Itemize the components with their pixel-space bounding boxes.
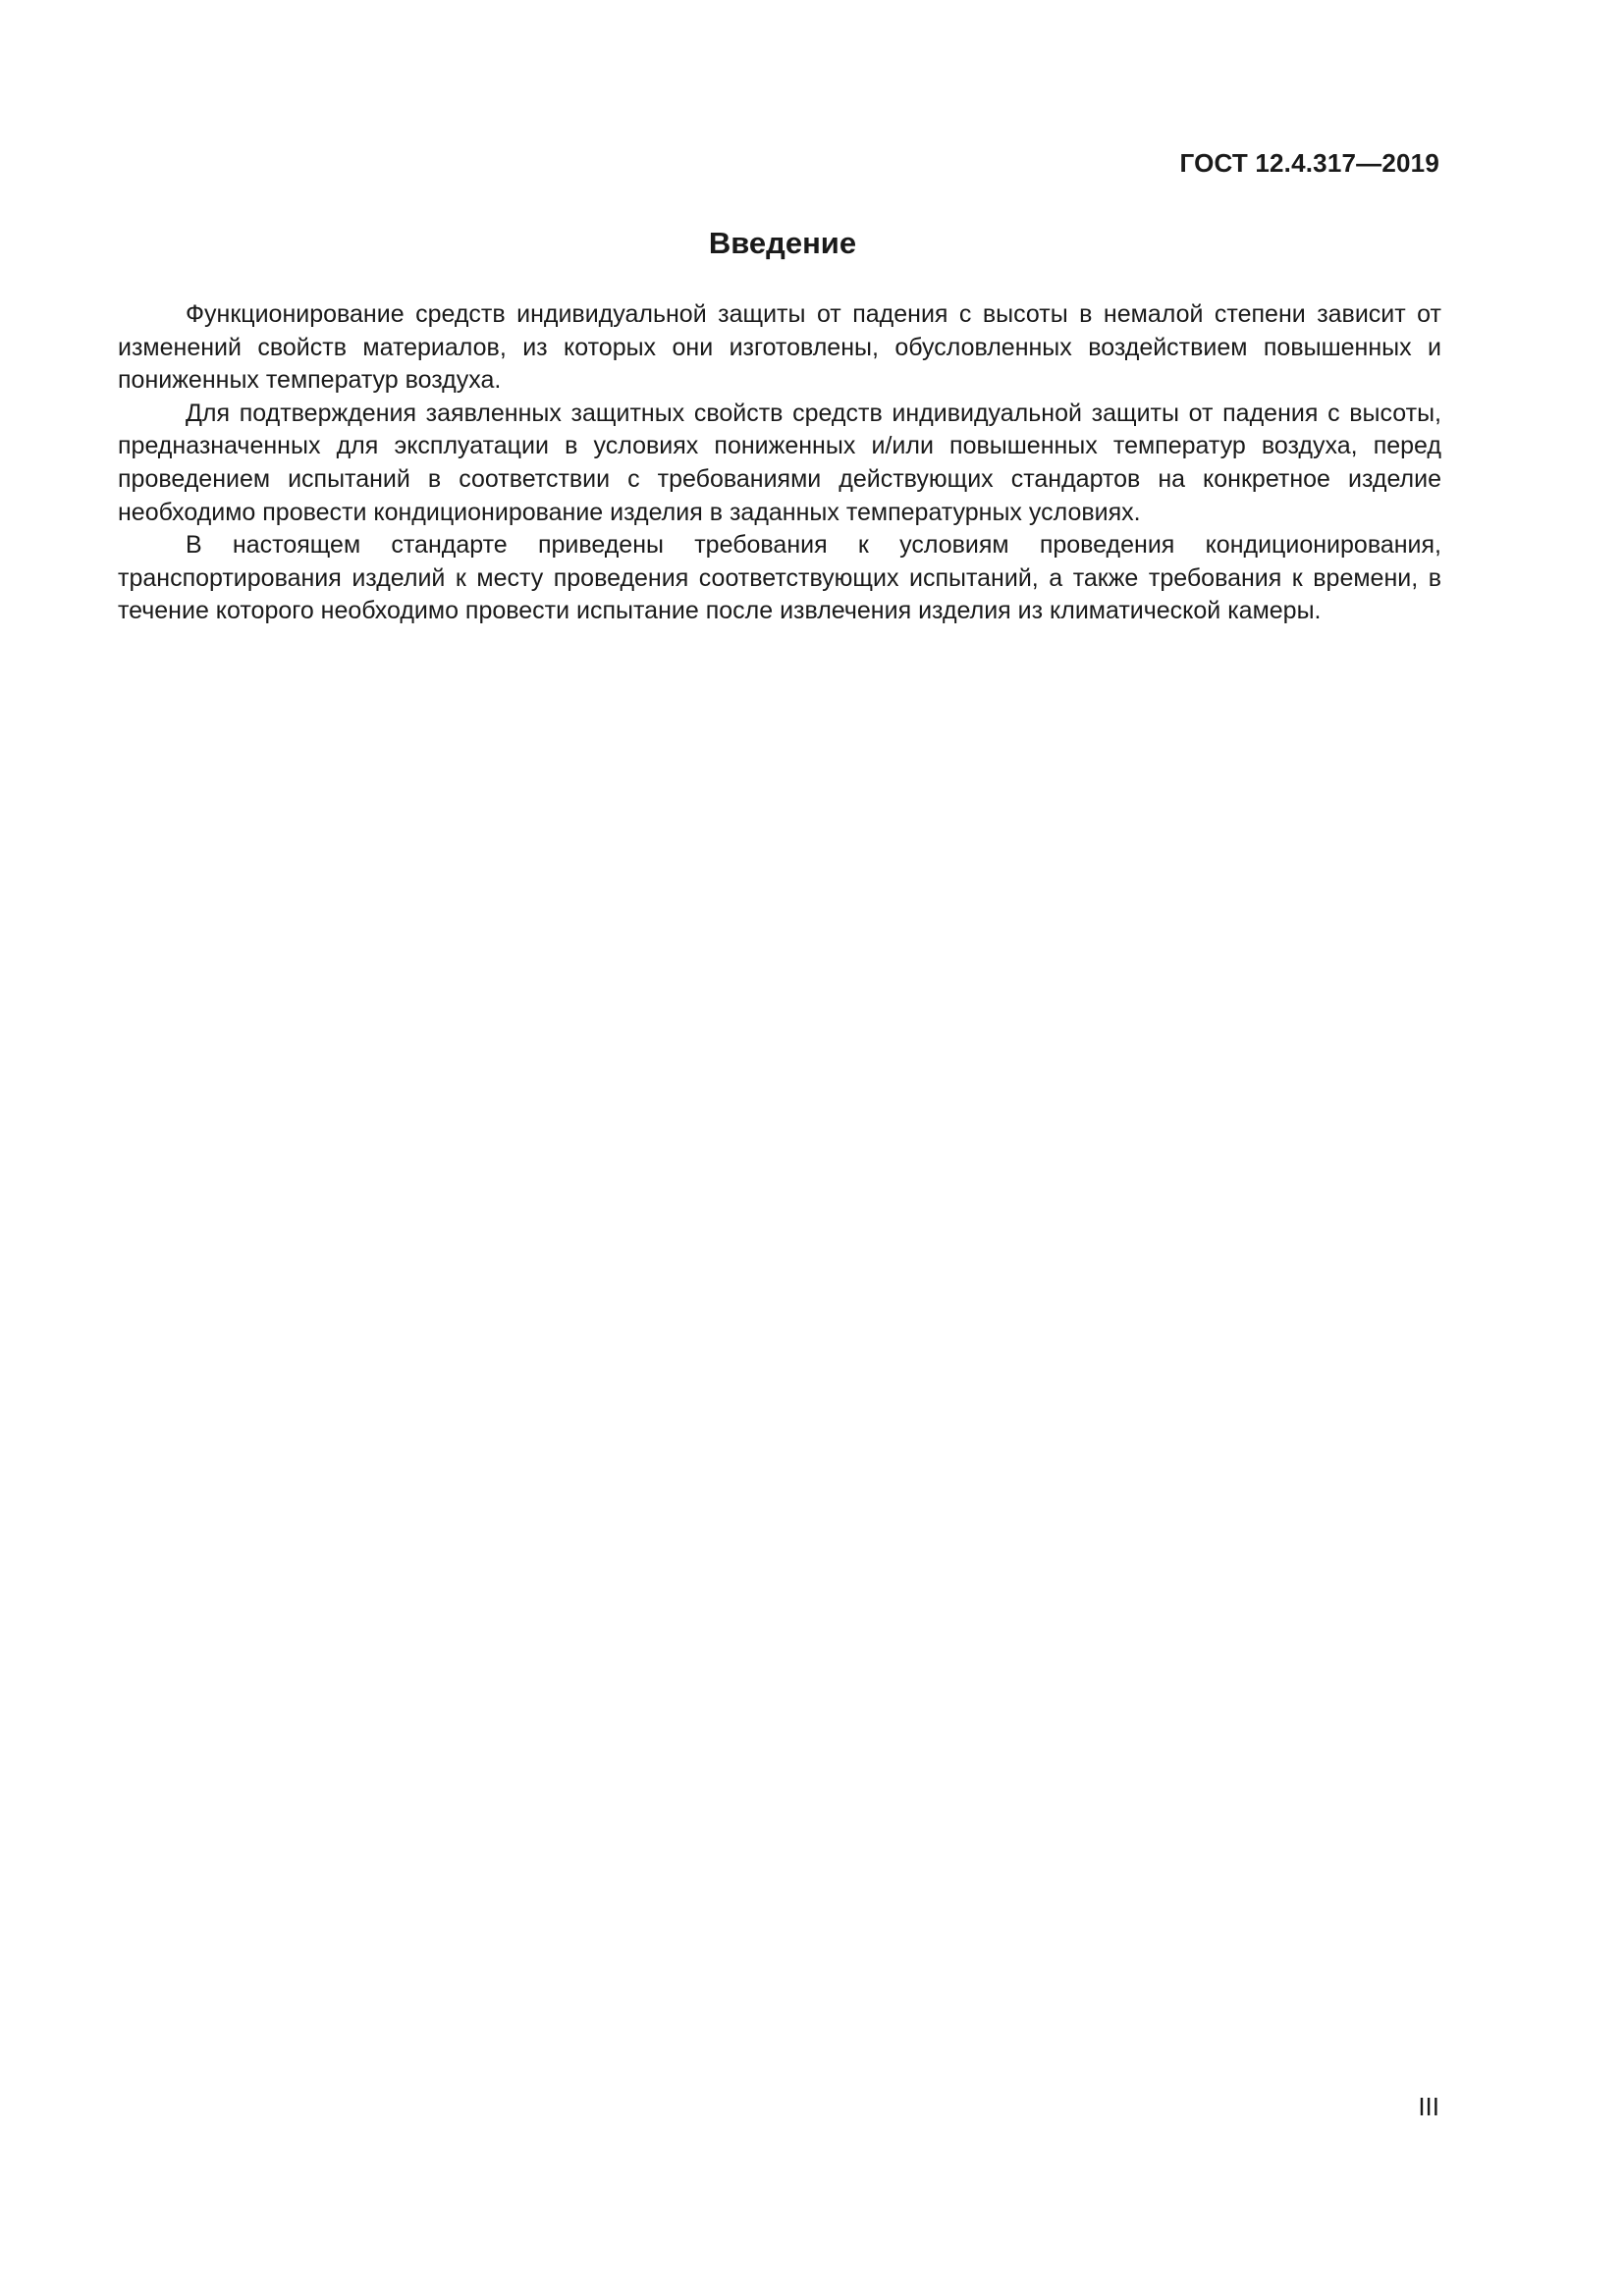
section-title: Введение: [708, 226, 857, 260]
body-text: [118, 298, 1441, 628]
paragraph-3: В настоящем стандарте приведены требования к условиям проведения кондиционирования, транспортирования изделий к месту проведения соответствующих испытаний, а также требования к времени, в течение которого необходимо провести испытание после извлечения изделия из климатической камеры.: [118, 531, 1441, 625]
paragraph-1: Функционирование средств индивидуальной защиты от падения с высоты в немалой степени зависит от изменений свойств материалов, из которых они изготовлены, обусловленных воздействием повышенных и пониженных температур воздуха.: [118, 300, 1441, 395]
paragraph-2: Для подтверждения заявленных защитных свойств средств индивидуальной защиты от падения с высоты, предназначенных для эксплуатации в условиях пониженных и/или повышенных температур воздуха, перед проведением испытаний в соответствии с требованиями действующих стандартов на конкретное изделие необходимо провести кондиционирование изделия в заданных температурных условиях.: [118, 399, 1441, 526]
document-code-header: ГОСТ 12.4.317—2019: [1179, 148, 1439, 178]
page-number: III: [1418, 2092, 1439, 2121]
